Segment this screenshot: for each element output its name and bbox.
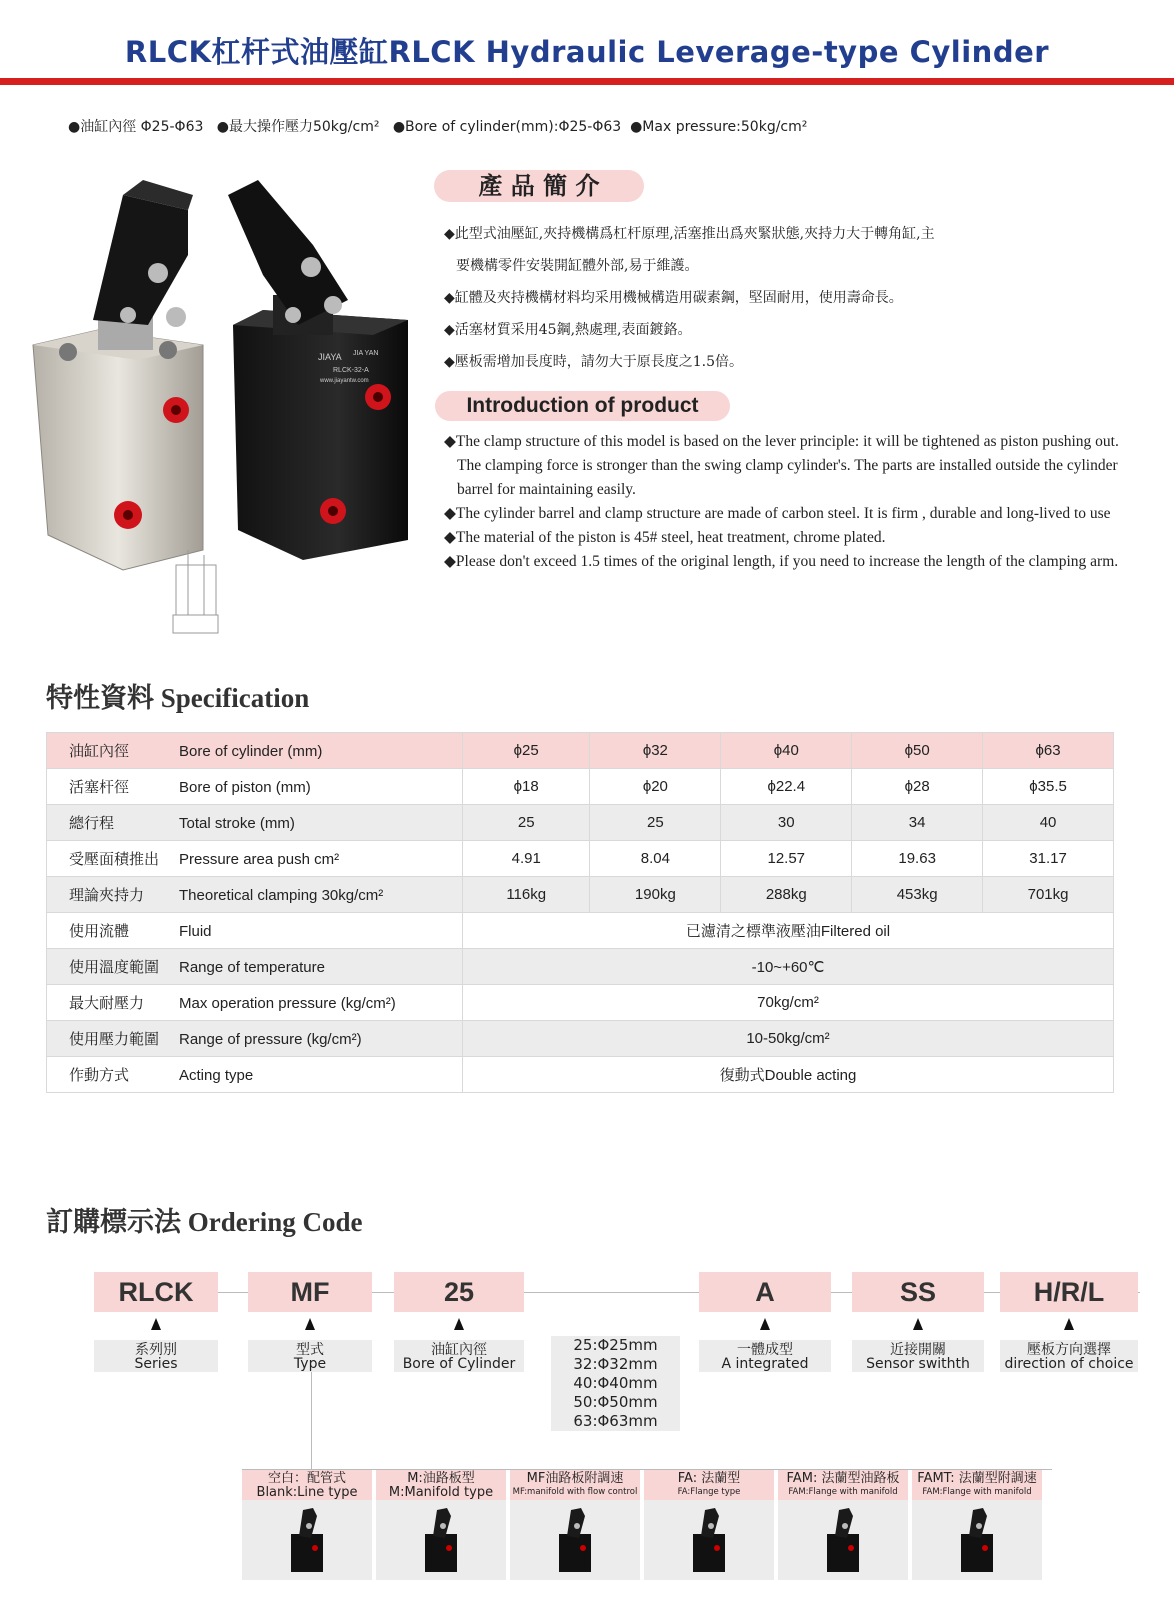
type-option-header [778,1470,908,1500]
arrow-icon [1064,1318,1074,1330]
spec-label-en: Pressure area push cm² [179,851,340,868]
cylinder-thumbnail-icon [277,1504,337,1576]
intro-en-item: ◆The cylinder barrel and clamp structure are made of carbon steel. It is firm , durable and long-lived to use [444,505,1111,522]
spec-value: 25 [463,805,590,841]
spec-value: 453kg [852,877,983,913]
spec-title: 特性資料 Specification [46,683,310,713]
type-option-header [242,1470,372,1500]
spec-row [47,877,1114,913]
code-type: MF [248,1272,372,1312]
spec-label [47,877,463,913]
spec-value: ϕ32 [590,733,721,769]
label-brand2: JIA YAN [353,350,379,357]
spec-label [47,805,463,841]
spec-label-zh: 理論夾持力 [69,887,145,904]
subtitle-zh-pressure: ●最大操作壓力50kg/cm² [216,119,380,135]
spec-label [47,841,463,877]
spec-row [47,985,1114,1021]
subtitle-zh-bore: ●油缸內徑 Φ25-Φ63 [68,119,204,135]
spec-label-en: Acting type [179,1067,254,1084]
type-option [912,1470,1042,1580]
spec-value: 70kg/cm² [463,985,1114,1021]
spec-value: -10~+60℃ [463,949,1114,985]
spec-label-zh: 作動方式 [69,1067,130,1084]
spec-label-zh: 使用溫度範圍 [69,959,160,976]
cylinder-thumbnail-icon [411,1504,471,1576]
spec-value: 已濾清之標準液壓油Filtered oil [463,913,1114,949]
type-option-en: Blank:Line type [256,1485,358,1500]
intro-en-item: ◆Please don't exceed 1.5 times of the original length, if you need to increase the length of the clamping arm. [444,553,1119,570]
spec-label [47,733,463,769]
desc-sensor: 近接開關 Sensor swithth [852,1340,984,1372]
spec-row [47,805,1114,841]
arrow-icon [454,1318,464,1330]
spec-row [47,769,1114,805]
type-option-zh: MF油路板附調速 [526,1471,624,1486]
type-option-en: FA:Flange type [677,1487,741,1497]
subtitle-en-bore: ●Bore of cylinder(mm):Φ25-Φ63 [392,119,622,135]
type-option-zh: M:油路板型 [407,1471,475,1486]
spec-label-zh: 使用壓力範圍 [69,1031,160,1048]
arrow-icon [760,1318,770,1330]
spec-value: ϕ50 [852,733,983,769]
spec-value: 30 [721,805,852,841]
intro-zh-item: 要機構零件安裝開缸體外部,易于維護。 [456,258,699,274]
intro-zh-item: ◆此型式油壓缸,夾持機構爲杠杆原理,活塞推出爲夾緊狀態,夾持力大于轉角缸,主 [444,226,935,242]
spec-value: 31.17 [983,841,1114,877]
bore-size-item: 32:Φ32mm [573,1355,658,1373]
cylinder-thumbnail-icon [679,1504,739,1576]
spec-label-en: Max operation pressure (kg/cm²) [179,995,396,1012]
label-url: www.jiayantw.com [320,378,369,384]
spec-row [47,733,1114,769]
spec-label-en: Range of pressure (kg/cm²) [179,1031,362,1048]
spec-label-en: Bore of piston (mm) [179,779,311,796]
type-option [376,1470,506,1580]
type-option [242,1470,372,1580]
type-option-en: MF:manifold with flow control [512,1487,638,1497]
spec-value: 190kg [590,877,721,913]
spec-label-en: Bore of cylinder (mm) [179,743,323,760]
code-direction: H/R/L [1000,1272,1138,1312]
spec-value: 12.57 [721,841,852,877]
bore-size-item: 25:Φ25mm [573,1336,658,1354]
spec-row [47,1057,1114,1093]
intro-en-title: Introduction of product [435,391,730,421]
type-connector [311,1372,312,1470]
spec-row [47,1021,1114,1057]
type-option-en: M:Manifold type [388,1485,494,1500]
type-option [778,1470,908,1580]
type-option-en: FAM:Flange with manifold [788,1487,898,1497]
spec-value: 288kg [721,877,852,913]
spec-label [47,1057,463,1093]
spec-label [47,913,463,949]
spec-label [47,985,463,1021]
spec-value: ϕ25 [463,733,590,769]
spec-label-en: Theoretical clamping 30kg/cm² [179,887,384,904]
header-divider [0,78,1174,85]
spec-value: 8.04 [590,841,721,877]
type-option-header [644,1470,774,1500]
spec-value: ϕ63 [983,733,1114,769]
arrow-icon [913,1318,923,1330]
subtitle-specs [68,116,807,136]
spec-label-zh: 受壓面積推出 [69,851,160,868]
intro-en-item: ◆The material of the piston is 45# steel, heat treatment, chrome plated. [444,529,886,546]
spec-label-zh: 最大耐壓力 [69,995,145,1012]
intro-zh-item: ◆缸體及夾持機構材料均采用機械構造用碳素鋼，堅固耐用，使用壽命長。 [444,290,903,306]
subtitle-en-pressure: ●Max pressure:50kg/cm² [630,119,808,135]
bore-size-item: 63:Φ63mm [573,1412,658,1430]
spec-label-en: Total stroke (mm) [179,815,295,832]
spec-label [47,769,463,805]
spec-label [47,949,463,985]
code-integrated: A [699,1272,831,1312]
code-bore: 25 [394,1272,524,1312]
intro-en-body [444,430,1144,574]
cylinder-thumbnail-icon [813,1504,873,1576]
type-option-header [376,1470,506,1500]
spec-value: ϕ35.5 [983,769,1114,805]
type-option-header [510,1470,640,1500]
spec-value: 4.91 [463,841,590,877]
label-model: RLCK-32-A [333,367,369,374]
spec-table [46,732,1114,1093]
label-brand: JIAYA [318,352,342,362]
type-option-header [912,1470,1042,1500]
spec-row [47,949,1114,985]
spec-label-zh: 總行程 [69,815,115,832]
desc-direction: 壓板方向選擇 direction of choice [1000,1340,1138,1372]
intro-en-item: ◆The clamp structure of this model is based on the lever principle: it will be tightened as piston pushing out. The clamping force is stronger than the swing clamp cylinder's. The parts are installed outside the cylinder barrel for maintaining easily. [444,433,1119,498]
desc-integrated: 一體成型 A integrated [699,1340,831,1372]
arrow-icon [305,1318,315,1330]
bore-size-item: 40:Φ40mm [573,1374,658,1392]
intro-zh-item: ◆壓板需增加長度時，請勿大于原長度之1.5倍。 [444,354,744,370]
type-option-zh: FAMT: 法蘭型附調速 [917,1471,1037,1486]
spec-label [47,1021,463,1057]
spec-value: ϕ20 [590,769,721,805]
type-option [510,1470,640,1580]
code-series: RLCK [94,1272,218,1312]
spec-value: ϕ40 [721,733,852,769]
type-option-zh: FA: 法蘭型 [677,1471,741,1486]
desc-bore: 油缸內徑 Bore of Cylinder [394,1340,524,1372]
spec-label-en: Fluid [179,923,212,940]
spec-value: ϕ22.4 [721,769,852,805]
intro-zh-item: ◆活塞材質采用45鋼,熱處理,表面鍍鉻。 [444,322,692,338]
spec-value: 701kg [983,877,1114,913]
arrow-icon [151,1318,161,1330]
type-option-zh: 空白：配管式 [267,1471,346,1486]
type-option-en: FAM:Flange with manifold [922,1487,1032,1497]
spec-value: 19.63 [852,841,983,877]
spec-label-zh: 油缸內徑 [69,743,130,760]
spec-value: ϕ18 [463,769,590,805]
spec-value: 34 [852,805,983,841]
cylinder-thumbnail-icon [545,1504,605,1576]
page-title: RLCK杠杆式油壓缸RLCK Hydraulic Leverage-type Cylinder [124,35,1050,69]
product-photo [28,175,428,645]
spec-value: 116kg [463,877,590,913]
intro-zh-body [444,218,1144,378]
spec-value: 復動式Double acting [463,1057,1114,1093]
intro-zh-title: 產 品 簡 介 [434,170,644,202]
bore-size-list [551,1336,680,1431]
bore-size-item: 50:Φ50mm [573,1393,658,1411]
spec-row [47,913,1114,949]
code-sensor: SS [852,1272,984,1312]
spec-label-zh: 活塞杆徑 [69,779,130,796]
desc-type: 型式 Type [248,1340,372,1372]
ordering-title: 訂購標示法 Ordering Code [46,1207,363,1237]
spec-label-zh: 使用流體 [69,923,130,940]
type-option [644,1470,774,1580]
desc-series: 系列別 Series [94,1340,218,1372]
spec-row [47,841,1114,877]
spec-value: 25 [590,805,721,841]
spec-value: 10-50kg/cm² [463,1021,1114,1057]
type-option-zh: FAM: 法蘭型油路板 [786,1471,900,1486]
cylinder-thumbnail-icon [947,1504,1007,1576]
spec-value: 40 [983,805,1114,841]
spec-value: ϕ28 [852,769,983,805]
spec-label-en: Range of temperature [179,959,325,976]
page-header [0,0,1174,90]
